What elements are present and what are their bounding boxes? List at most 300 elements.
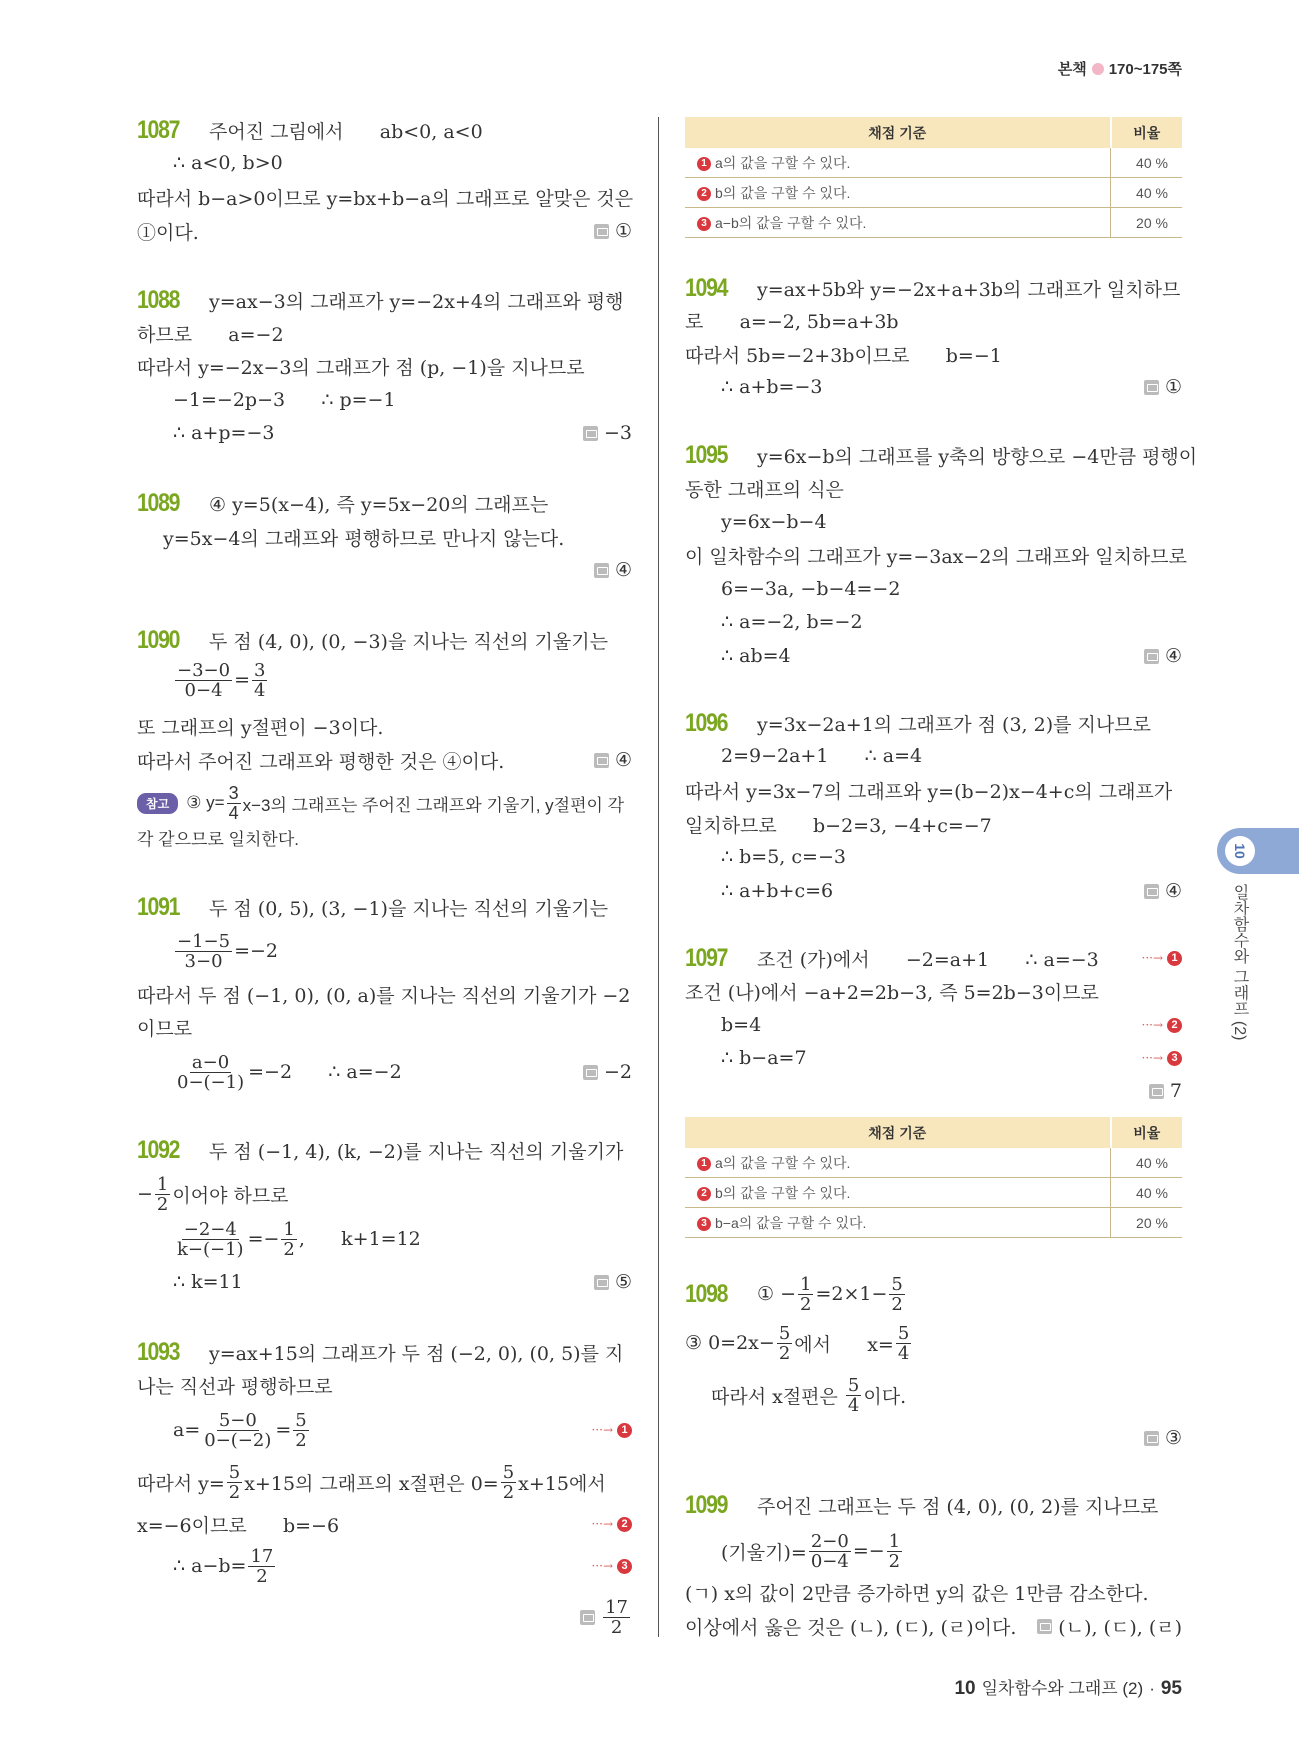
math-text: x=−6이므로 b=−6: [137, 1514, 340, 1537]
math-text: 이다.: [863, 1385, 907, 1408]
line-content: [685, 341, 1002, 368]
table-row: [685, 1178, 1182, 1208]
answer-icon: [594, 1275, 609, 1290]
fraction: [175, 661, 232, 700]
line-content: [137, 893, 608, 922]
numerator: 5: [295, 1409, 307, 1431]
denominator: 4: [897, 1342, 910, 1364]
math-text: ∴ k=11: [173, 1271, 243, 1293]
math-text: y=5x−4의 그래프와 평행하므로 만나지 않는다.: [163, 527, 565, 550]
dotted-arrow-icon: ···→: [1141, 1051, 1163, 1065]
problem-number: 1093: [137, 1337, 180, 1366]
denominator: 2: [283, 1238, 295, 1260]
math-text: ④ y=5(x−4), 즉 y=5x−20의 그래프는: [209, 493, 549, 516]
numerator: 5−0: [218, 1409, 257, 1431]
line-content: [685, 542, 1187, 569]
line-content: [137, 1220, 421, 1259]
answer-value: −3: [603, 422, 632, 444]
math-text: −1=−2p−3 ∴ p=−1: [173, 389, 396, 411]
problem-number: 1094: [685, 273, 728, 302]
math-text: 주어진 그래프는 두 점 (4, 0), (0, 2)를 지나므로: [757, 1495, 1159, 1518]
math-text: ∴ a=−2, b=−2: [721, 611, 863, 633]
note-tag: 참고: [137, 793, 178, 814]
criteria-text: b의 값을 구할 수 있다.: [715, 1184, 851, 1201]
line-content: [685, 1014, 761, 1036]
step-number: 3: [617, 1559, 632, 1574]
answer: [583, 422, 632, 444]
math-text: −: [137, 1183, 153, 1205]
math-text: =−2: [234, 940, 279, 962]
ratio-cell: 40 %: [1111, 1148, 1183, 1178]
table-row: [685, 1208, 1182, 1238]
ratio-cell: 20 %: [1111, 208, 1183, 238]
math-text: 두 점 (0, 5), (3, −1)을 지나는 직선의 기울기는: [209, 897, 608, 920]
bullet-icon: [1092, 63, 1104, 75]
table-row: [685, 208, 1182, 238]
math-text: 또 그래프의 y절편이 −3이다.: [137, 716, 384, 739]
denominator: 2: [502, 1481, 515, 1503]
line-content: [137, 489, 548, 518]
math-text: 조건 (가)에서 −2=a+1 ∴ a=−3: [757, 948, 1099, 971]
numerator: 17: [250, 1545, 274, 1567]
line-content: [685, 475, 844, 502]
math-text: =: [275, 1419, 292, 1441]
answer: [1149, 1080, 1182, 1102]
math-text: 동한 그래프의 식은: [685, 478, 844, 501]
math-text: y=3x−2a+1의 그래프가 점 (3, 2)를 지나므로: [757, 713, 1151, 736]
line-content: [137, 661, 269, 700]
numerator: −1−5: [177, 930, 231, 952]
criteria-text: b−a의 값을 구할 수 있다.: [715, 1214, 867, 1231]
answer-value: −2: [603, 1061, 632, 1083]
math-text: y=6x−b의 그래프를 y축의 방향으로 −4만큼 평행이: [757, 445, 1198, 468]
math-text: ③ y=: [186, 793, 225, 812]
criteria-text: a의 값을 구할 수 있다.: [715, 1154, 851, 1171]
math-text: ∴ a+b+c=6: [721, 880, 834, 902]
dotted-arrow-icon: ···→: [591, 1423, 613, 1437]
criteria-cell: [685, 178, 1111, 208]
dotted-arrow-icon: ···→: [1141, 1018, 1163, 1032]
numerator: 5: [228, 1461, 241, 1483]
line-content: [685, 777, 1172, 804]
denominator: 2: [778, 1342, 791, 1364]
table-row: [685, 178, 1182, 208]
step-number: 3: [697, 1217, 711, 1231]
denominator: k−(−1): [177, 1238, 244, 1260]
line-content: [685, 880, 833, 902]
math-text: ∴ a+b=−3: [721, 376, 823, 398]
answer: [1144, 645, 1182, 667]
answer-value: 7: [1169, 1080, 1182, 1102]
dotted-arrow-icon: ···→: [1141, 951, 1163, 965]
math-text: 로 a=−2, 5b=a+3b: [685, 310, 899, 333]
math-text: 하므로 a=−2: [137, 323, 284, 346]
math-text: 이상에서 옳은 것은 (ㄴ), (ㄷ), (ㄹ)이다.: [685, 1616, 1017, 1639]
answer-value: ④: [614, 559, 632, 581]
footer-sep: ·: [1149, 1679, 1155, 1698]
answer: [1144, 1427, 1182, 1449]
numerator: 5: [897, 1322, 910, 1344]
math-text: b=4: [721, 1014, 762, 1036]
line-content: [137, 353, 585, 380]
fraction: [501, 1463, 516, 1502]
math-text: 이어야 하므로: [172, 1184, 289, 1207]
line-content: [685, 511, 827, 533]
numerator: 1: [888, 1530, 901, 1552]
math-text: 주어진 그림에서 ab<0, a<0: [209, 120, 483, 143]
denominator: 4: [254, 679, 266, 701]
step-marker: [592, 1423, 633, 1438]
line-content: [685, 709, 1151, 738]
answer-fraction: [603, 1598, 630, 1637]
fraction: [293, 1411, 308, 1450]
denominator: 4: [228, 802, 239, 823]
math-text: (ㄱ) x의 값이 2만큼 증가하면 y의 값은 1만큼 감소한다.: [685, 1582, 1149, 1605]
chapter-tab[interactable]: [1217, 828, 1299, 874]
answer-icon: [583, 426, 598, 441]
line-content: [137, 422, 274, 444]
math-text: ∴ a<0, b>0: [173, 152, 283, 174]
denominator: 2: [256, 1565, 268, 1587]
fraction: [227, 784, 241, 823]
book-label: 본책: [1057, 61, 1087, 78]
line-content: [685, 1047, 807, 1069]
numerator: −2−4: [183, 1218, 237, 1240]
line-content: [685, 978, 1099, 1005]
criteria-text: a−b의 값을 구할 수 있다.: [715, 214, 867, 231]
math-text: 따라서 주어진 그래프와 평행한 것은 ④이다.: [137, 750, 505, 773]
denominator: 2: [891, 1293, 903, 1315]
numerator: 5: [778, 1322, 791, 1344]
math-text: 에서 x=: [794, 1333, 894, 1356]
step-number: 2: [617, 1517, 632, 1532]
fraction: [809, 1532, 851, 1571]
answer: [583, 1061, 632, 1083]
line-content: [137, 152, 283, 174]
ratio-cell: 40 %: [1111, 178, 1183, 208]
answer-icon: [583, 1065, 598, 1080]
fraction: [175, 1220, 246, 1259]
table-row: [685, 148, 1182, 178]
line-content: [137, 1463, 606, 1502]
fraction: [798, 1275, 813, 1314]
problem-number: 1096: [685, 708, 728, 737]
fraction: [777, 1324, 792, 1363]
math-text: 나는 직선과 평행하므로: [137, 1375, 333, 1398]
criteria-cell: [685, 208, 1111, 238]
line-content: [137, 1136, 623, 1165]
line-content: [685, 944, 1099, 973]
line-content: [137, 524, 564, 551]
fraction: [175, 932, 232, 971]
line-content: [137, 784, 624, 823]
denominator: 3−0: [184, 950, 223, 972]
denominator: 0−4: [810, 1550, 849, 1572]
criteria-cell: [685, 148, 1111, 178]
header-criteria: 채점 기준: [685, 117, 1111, 148]
line-content: [137, 1175, 289, 1214]
math-text: ③ 0=2x−: [685, 1332, 775, 1354]
math-text: 따라서 b−a>0이므로 y=bx+b−a의 그래프로 알맞은 것은: [137, 187, 634, 210]
denominator: 2: [228, 1481, 241, 1503]
numerator: 17: [605, 1596, 628, 1618]
math-text: ∴ b−a=7: [721, 1047, 807, 1069]
step-number: 1: [697, 157, 711, 171]
math-text: 이므로: [137, 1017, 193, 1040]
line-content: [685, 1613, 1016, 1640]
math-text: =: [234, 669, 250, 691]
math-text: ①이다.: [137, 221, 199, 244]
fraction: [202, 1411, 273, 1450]
step-marker: [1142, 1051, 1183, 1066]
line-content: [685, 1275, 907, 1314]
denominator: 0−4: [184, 679, 223, 701]
fraction: [155, 1175, 170, 1214]
fraction: [227, 1463, 242, 1502]
dotted-arrow-icon: ···→: [591, 1517, 613, 1531]
line-content: [685, 307, 899, 334]
answer-icon: [580, 1610, 595, 1625]
ratio-cell: 40 %: [1111, 148, 1183, 178]
math-text: ∴ ab=4: [721, 645, 791, 667]
criteria-cell: [685, 1148, 1111, 1178]
math-text: 따라서 y=3x−7의 그래프와 y=(b−2)x−4+c의 그래프가: [685, 780, 1173, 803]
criteria-cell: [685, 1208, 1111, 1238]
step-number: 1: [617, 1423, 632, 1438]
denominator: 2: [295, 1429, 307, 1451]
page-range: 170~175쪽: [1108, 61, 1182, 78]
line-content: [137, 116, 483, 145]
math-text: 조건 (나)에서 −a+2=2b−3, 즉 5=2b−3이므로: [685, 981, 1099, 1004]
footer-title: 일차함수와 그래프 (2): [981, 1679, 1144, 1698]
footer-chapter: 10: [954, 1678, 976, 1699]
numerator: 5: [502, 1461, 515, 1483]
numerator: 3: [228, 782, 239, 803]
step-number: 2: [697, 1187, 711, 1201]
math-text: 일치하므로 b−2=3, −4+c=−7: [685, 814, 992, 837]
step-number: 3: [1167, 1051, 1182, 1066]
answer: [1144, 880, 1182, 902]
denominator: 2: [156, 1193, 169, 1215]
step-number: 2: [697, 187, 711, 201]
denominator: 2: [610, 1616, 623, 1638]
dotted-arrow-icon: ···→: [591, 1559, 613, 1573]
math-text: x+15에서: [518, 1472, 606, 1495]
column-divider: [658, 117, 659, 1637]
math-text: 따라서 y=: [137, 1472, 225, 1495]
problem-number: 1091: [137, 892, 180, 921]
fraction: [896, 1324, 911, 1363]
numerator: 3: [254, 659, 266, 681]
step-number: 1: [697, 1157, 711, 1171]
chapter-number: 10: [1225, 836, 1255, 866]
math-text: 따라서 두 점 (−1, 0), (0, a)를 지나는 직선의 기울기가 −2: [137, 984, 631, 1007]
line-content: [137, 932, 278, 971]
answer-icon: [1144, 380, 1159, 395]
line-content: [137, 825, 299, 850]
math-text: , k+1=12: [298, 1228, 421, 1250]
scoring-table-2: [685, 1117, 1182, 1238]
fraction: [175, 1053, 246, 1092]
problem-number: 1097: [685, 943, 728, 972]
line-content: [137, 1411, 311, 1450]
criteria-cell: [685, 1178, 1111, 1208]
math-text: =2×1−: [815, 1283, 888, 1305]
line-content: [685, 376, 822, 398]
fraction: [846, 1376, 861, 1415]
answer-value: ①: [1164, 376, 1182, 398]
header-criteria: 채점 기준: [685, 1117, 1111, 1148]
answer-icon: [594, 753, 609, 768]
answer: [594, 749, 632, 771]
math-text: ∴ a−b=: [173, 1555, 247, 1577]
math-text: 이 일차함수의 그래프가 y=−3ax−2의 그래프와 일치하므로: [685, 545, 1187, 568]
denominator: 2: [888, 1550, 901, 1572]
answer-icon: [594, 563, 609, 578]
line-content: [685, 1579, 1149, 1606]
line-content: [137, 389, 396, 411]
step-marker: [1142, 951, 1183, 966]
denominator: 2: [800, 1293, 812, 1315]
math-text: 두 점 (4, 0), (0, −3)을 지나는 직선의 기울기는: [209, 630, 608, 653]
math-text: =−: [247, 1228, 280, 1250]
math-text: x+15의 그래프의 x절편은 0=: [244, 1472, 499, 1495]
line-content: [685, 274, 1180, 303]
answer-value: ①: [614, 220, 632, 242]
ratio-cell: 40 %: [1111, 1178, 1183, 1208]
table-header-row: [685, 117, 1182, 148]
line-content: [137, 320, 284, 347]
math-text: y=ax+5b와 y=−2x+a+3b의 그래프가 일치하므: [757, 278, 1181, 301]
math-text: ① −: [757, 1283, 796, 1305]
line-content: [137, 1053, 402, 1092]
line-content: [685, 745, 922, 767]
problem-number: 1090: [137, 625, 180, 654]
line-content: [685, 611, 863, 633]
numerator: a−0: [191, 1051, 230, 1073]
math-text: y=6x−b−4: [721, 511, 827, 533]
math-text: (기울기)=: [721, 1541, 807, 1564]
answer-icon: [1144, 649, 1159, 664]
math-text: 각 같으므로 일치한다.: [137, 829, 299, 849]
math-text: a=: [173, 1419, 201, 1441]
denominator: 4: [847, 1394, 860, 1416]
chapter-tab-title: 일차함수와 그래프 (2): [1231, 884, 1248, 1041]
answer-value: ④: [614, 749, 632, 771]
answer: [594, 559, 632, 581]
table-row: [685, 1148, 1182, 1178]
line-content: [685, 441, 1197, 470]
answer: [580, 1598, 632, 1637]
answer: [1037, 1613, 1182, 1640]
answer-icon: [1037, 1619, 1052, 1634]
line-content: [685, 578, 900, 600]
numerator: −3−0: [177, 659, 231, 681]
line-content: [137, 981, 630, 1008]
step-number: 2: [1167, 1018, 1182, 1033]
math-text: 두 점 (−1, 4), (k, −2)를 지나는 직선의 기울기가: [209, 1140, 624, 1163]
problem-number: 1088: [137, 285, 180, 314]
step-marker: [592, 1517, 633, 1532]
line-content: [137, 1014, 192, 1041]
line-content: [137, 1547, 277, 1586]
line-content: [137, 1372, 333, 1399]
page-footer: [954, 1674, 1182, 1700]
problem-number: 1087: [137, 115, 180, 144]
line-content: [685, 645, 791, 667]
denominator: 0−(−2): [204, 1429, 272, 1451]
math-text: 따라서 y=−2x−3의 그래프가 점 (p, −1)을 지나므로: [137, 356, 585, 379]
numerator: 5: [847, 1374, 860, 1396]
math-text: =−2 ∴ a=−2: [248, 1061, 402, 1083]
page-number: 95: [1160, 1678, 1182, 1699]
math-text: x−3의 그래프는 주어진 그래프와 기울기, y절편이 각: [242, 795, 625, 815]
answer-value: ④: [1164, 645, 1182, 667]
line-content: [685, 1491, 1158, 1520]
header-ratio: 비율: [1111, 1117, 1183, 1148]
ratio-cell: 20 %: [1111, 1208, 1183, 1238]
fraction: [281, 1220, 296, 1259]
problem-number: 1089: [137, 488, 180, 517]
numerator: 2−0: [810, 1530, 849, 1552]
fraction: [248, 1547, 275, 1586]
math-text: y=ax+15의 그래프가 두 점 (−2, 0), (0, 5)를 지: [209, 1342, 624, 1365]
criteria-text: a의 값을 구할 수 있다.: [715, 154, 851, 171]
table-header-row: [685, 1117, 1182, 1148]
line-content: [685, 1376, 906, 1415]
problem-number: 1092: [137, 1135, 180, 1164]
line-content: [137, 286, 624, 315]
math-text: 따라서 5b=−2+3b이므로 b=−1: [685, 344, 1002, 367]
criteria-text: b의 값을 구할 수 있다.: [715, 184, 851, 201]
math-text: 2=9−2a+1 ∴ a=4: [721, 745, 923, 767]
fraction: [252, 661, 267, 700]
numerator: 1: [283, 1218, 295, 1240]
step-marker: [592, 1559, 633, 1574]
math-text: =−: [852, 1540, 885, 1562]
step-marker: [1142, 1018, 1183, 1033]
page-reference: [1058, 58, 1182, 79]
answer-icon: [1149, 1084, 1164, 1099]
line-content: [137, 184, 633, 211]
numerator: 5: [891, 1273, 903, 1295]
denominator: 0−(−1): [177, 1071, 245, 1093]
line-content: [685, 811, 992, 838]
fraction: [889, 1275, 904, 1314]
line-content: [137, 218, 199, 245]
math-text: ∴ b=5, c=−3: [721, 846, 846, 868]
problem-number: 1095: [685, 440, 728, 469]
line-content: [685, 1532, 904, 1571]
math-text: ∴ a+p=−3: [173, 422, 275, 444]
numerator: 1: [800, 1273, 812, 1295]
problem-number: 1099: [685, 1490, 728, 1519]
fraction: [887, 1532, 902, 1571]
answer-icon: [1144, 1431, 1159, 1446]
line-content: [685, 846, 846, 868]
answer-icon: [594, 224, 609, 239]
line-content: [137, 1271, 243, 1293]
scoring-table-1: [685, 117, 1182, 238]
answer-value: (ㄴ), (ㄷ), (ㄹ): [1058, 1616, 1182, 1639]
answer-value: ③: [1164, 1427, 1182, 1449]
line-content: [137, 626, 608, 655]
answer-icon: [1144, 884, 1159, 899]
line-content: [685, 1324, 913, 1363]
math-text: y=ax−3의 그래프가 y=−2x+4의 그래프와 평행: [209, 290, 624, 313]
line-content: [137, 1511, 339, 1538]
answer-value: ④: [1164, 880, 1182, 902]
